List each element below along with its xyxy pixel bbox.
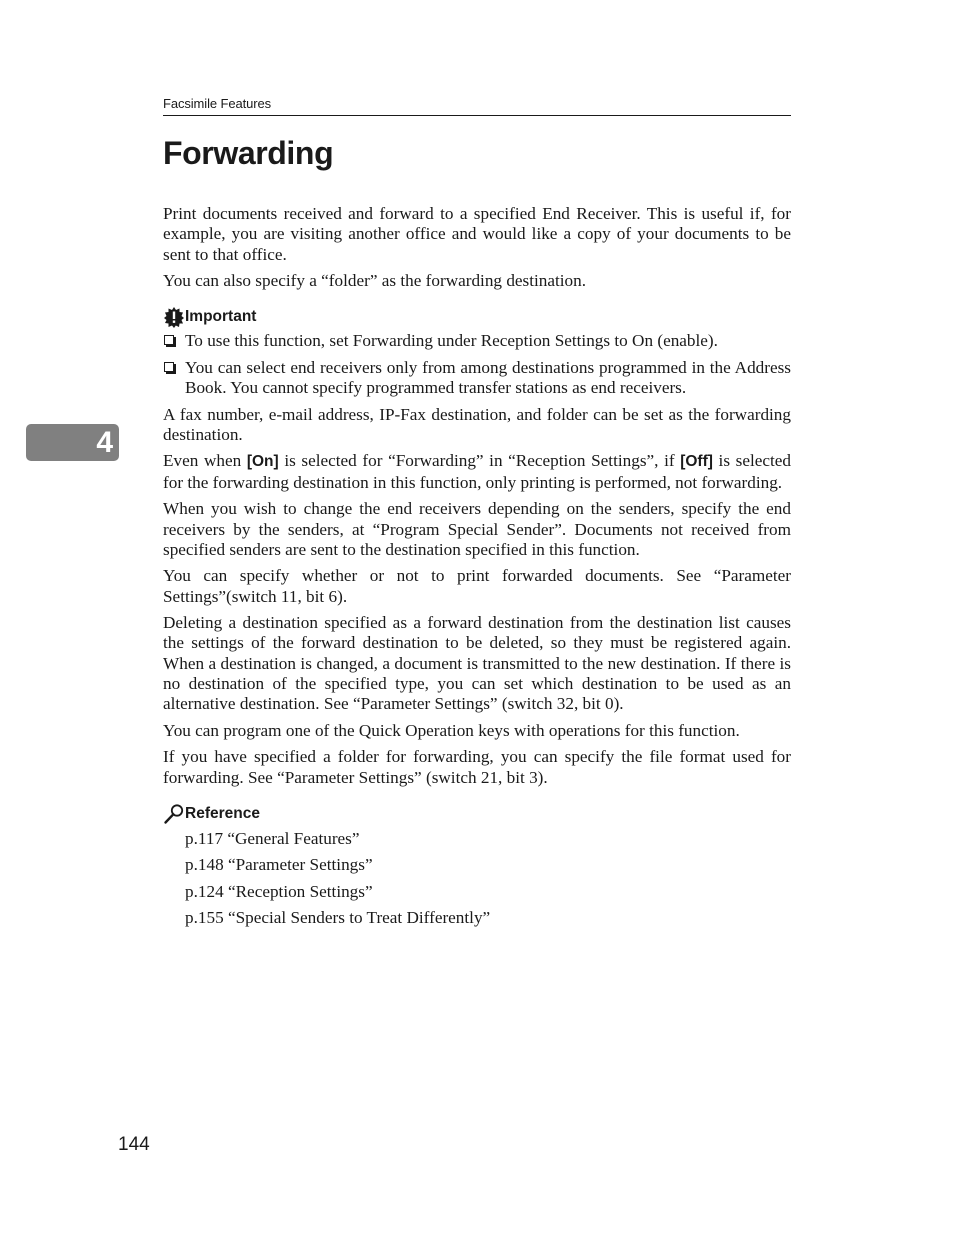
paragraph: You can specify whether or not to print forwarded documents. See “Parameter Settings”(switch 11, bit 6).: [163, 566, 791, 606]
reference-link[interactable]: p.117 “General Features”: [185, 828, 360, 848]
important-heading: [163, 306, 791, 328]
list-item: You can select end receivers only from among destinations programmed in the Address Book. You cannot specify programmed transfer stations as end receivers.: [163, 358, 791, 399]
reference-label: Reference: [185, 804, 260, 822]
main-content: [163, 204, 791, 935]
paragraph: Deleting a destination specified as a forward destination from the destination list causes the settings of the forward destination to be deleted, so they must be registered again. When a destination is changed, a document is transmitted to the new destination. If there is no destination of the specified type, you can set which destination to be used as an alternative destination. See “Parameter Settings” (switch 32, bit 0).: [163, 613, 791, 714]
page-title: Forwarding: [163, 135, 334, 171]
paragraph: You can program one of the Quick Operation keys with operations for this function.: [163, 720, 740, 740]
reference-list: [163, 829, 791, 929]
running-header: [163, 96, 791, 116]
important-label: Important: [185, 308, 257, 326]
checkbox-icon: [164, 335, 174, 345]
reference-link[interactable]: p.124 “Reception Settings”: [185, 881, 373, 901]
important-icon: [163, 306, 185, 328]
intro-paragraph: Print documents received and forward to a specified End Receiver. This is useful if, for example, you are visiting another office and would like a copy of your documents to be sent to that office.: [163, 204, 791, 264]
paragraph: A fax number, e-mail address, IP-Fax destination, and folder can be set as the forwarding destination.: [163, 404, 791, 444]
checkbox-icon: [164, 362, 174, 372]
magnifier-icon: [163, 803, 185, 825]
off-key-label: [Off]: [680, 453, 713, 471]
reference-link[interactable]: p.155 “Special Senders to Treat Differently”: [185, 908, 491, 928]
paragraph: When you wish to change the end receivers depending on the senders, specify the end receivers by the senders, at “Program Special Sender”. Documents not received from specified senders are sent to the destination specified in this function.: [163, 499, 791, 559]
chapter-tab: [26, 424, 119, 461]
intro-paragraph: You can also specify a “folder” as the forwarding destination.: [163, 271, 587, 291]
reference-link[interactable]: p.148 “Parameter Settings”: [185, 855, 373, 875]
header-text: Facsimile Features: [163, 96, 272, 111]
paragraph: Even when [On] is selected for “Forwarding” in “Reception Settings”, if [Off] is selected for the forwarding destination in this function, only printing is performed, not forwarding.: [163, 451, 792, 492]
list-item: To use this function, set Forwarding under Reception Settings to On (enable).: [163, 331, 791, 351]
important-list: [163, 331, 791, 398]
reference-heading: [163, 803, 791, 825]
paragraph: If you have specified a folder for forwarding, you can specify the file format used for forwarding. See “Parameter Settings” (switch 21, bit 3).: [163, 747, 791, 787]
page-number: 144: [118, 1134, 150, 1155]
on-key-label: [On]: [246, 453, 279, 471]
chapter-number: 4: [96, 426, 113, 459]
